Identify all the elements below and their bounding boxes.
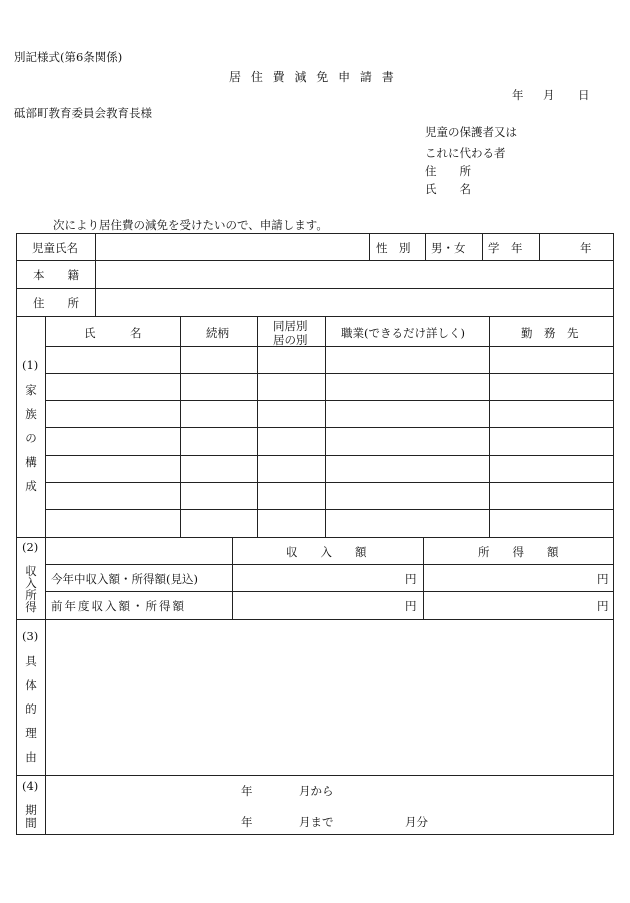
reason-section-char: 的 [25, 702, 37, 716]
reason-section-char: 由 [25, 750, 37, 764]
address-field[interactable] [101, 291, 609, 312]
period-months: 月分 [405, 815, 428, 829]
applicant-name-label: 氏 名 [425, 182, 471, 196]
reason-section-char: 理 [25, 726, 37, 740]
child-name-field[interactable] [101, 236, 365, 257]
income-unit: 円 [405, 572, 417, 586]
reason-section-char: 体 [25, 678, 37, 692]
date-year-label: 年 [512, 88, 524, 102]
reason-field[interactable] [50, 623, 609, 771]
family-col-occupation: 職業(できるだけ詳しく) [341, 326, 465, 340]
applicant-label-1: 児童の保護者又は [425, 125, 517, 139]
income-header: 収 入 額 [286, 545, 367, 559]
addressee: 砥部町教育委員会教育長様 [14, 106, 152, 120]
earnings-unit: 円 [597, 599, 609, 613]
grade-unit: 年 [580, 241, 592, 255]
family-col-workplace: 勤 務 先 [521, 326, 579, 340]
family-section-char: 家 [25, 383, 37, 397]
child-name-label: 児童氏名 [32, 241, 78, 255]
applicant-address-label: 住 所 [425, 164, 471, 178]
date-month-label: 月 [543, 88, 555, 102]
date-day-label: 日 [578, 88, 590, 102]
reason-section-number: (3) [22, 629, 39, 643]
period-from-year: 年 [241, 784, 253, 798]
period-to-year: 年 [241, 815, 253, 829]
income-row-label: 今年中収入額・所得額(見込) [51, 572, 198, 586]
address-label: 住 所 [33, 296, 79, 310]
period-from-month: 月から [299, 784, 334, 798]
grade-label: 学 年 [488, 241, 523, 255]
family-section-char: 成 [25, 479, 37, 493]
family-col-cohabit-1: 同居別 [273, 319, 308, 333]
form-number-label: 別記様式(第6条関係) [14, 50, 123, 64]
applicant-label-2: これに代わる者 [425, 146, 506, 160]
income-section-number: (2) [22, 540, 39, 554]
period-to-month: 月まで [299, 815, 334, 829]
reason-section-char: 具 [25, 654, 37, 668]
period-section-number: (4) [22, 779, 39, 793]
income-section-char: 収 [25, 564, 37, 578]
income-section-char: 入 [25, 576, 37, 590]
domicile-field[interactable] [101, 263, 609, 284]
family-section-char: 族 [25, 407, 37, 421]
family-col-cohabit-2: 居の別 [273, 333, 308, 347]
family-section-number: (1) [22, 358, 39, 372]
earnings-header: 所 得 額 [478, 545, 559, 559]
intro-text: 次により居住費の減免を受けたいので、申請します。 [53, 218, 328, 232]
income-unit: 円 [405, 599, 417, 613]
income-row-label: 前年度収入額・所得額 [51, 599, 186, 613]
domicile-label: 本 籍 [33, 268, 79, 282]
earnings-unit: 円 [597, 572, 609, 586]
page-title: 居 住 費 減 免 申 請 書 [229, 70, 397, 84]
gender-label: 性 別 [376, 241, 411, 255]
income-section-char: 得 [25, 600, 37, 614]
period-section-char: 間 [25, 816, 37, 830]
family-col-relation: 続柄 [206, 326, 229, 340]
income-section-char: 所 [25, 588, 37, 602]
period-section-char: 期 [25, 803, 37, 817]
family-section-char: 構 [25, 455, 37, 469]
family-col-name: 氏 名 [84, 326, 142, 340]
gender-option[interactable]: 男・女 [431, 241, 466, 255]
family-section-char: の [25, 431, 37, 445]
